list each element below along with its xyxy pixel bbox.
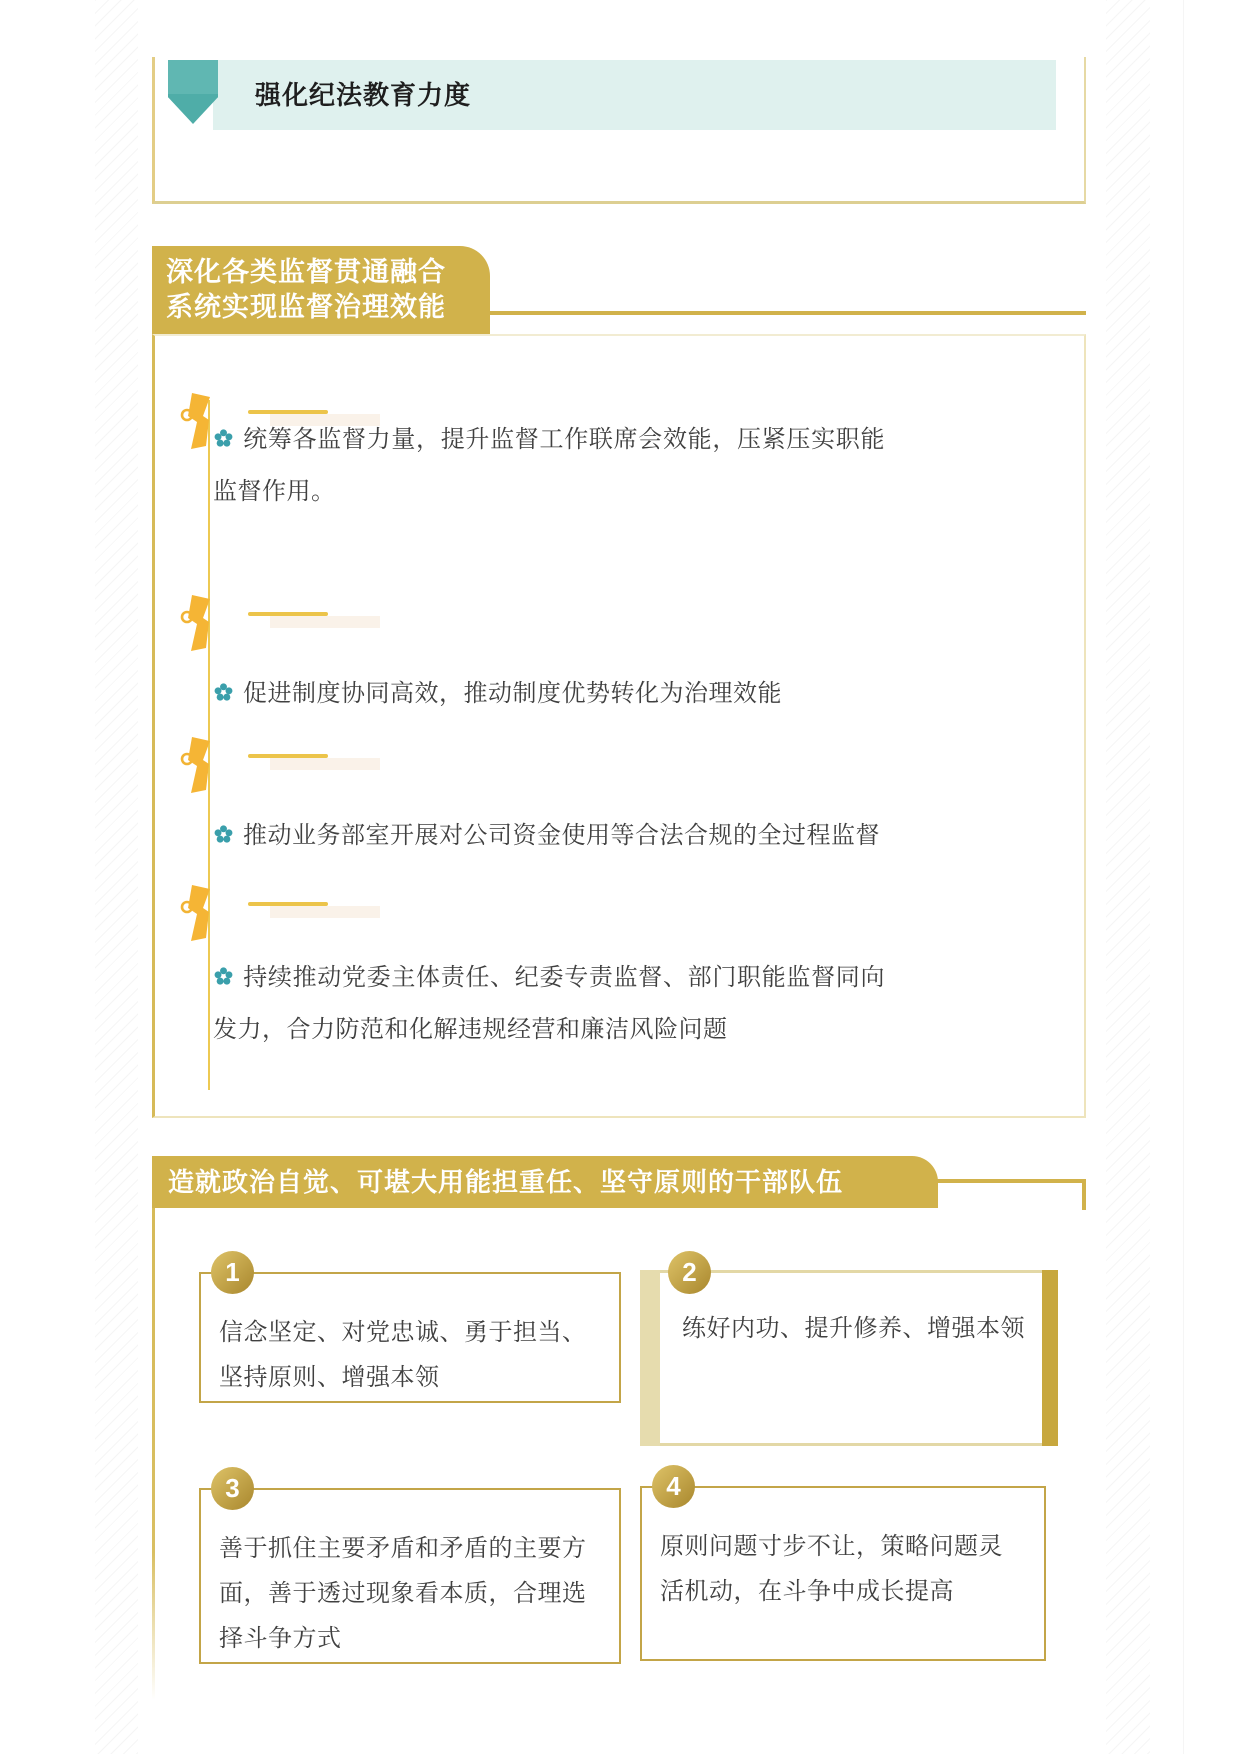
section3-header-rule <box>934 1179 1086 1183</box>
number-badge-3: 3 <box>211 1467 254 1510</box>
numbered-box-3 <box>199 1488 621 1664</box>
flower-icon <box>213 966 234 987</box>
number-badge-2: 2 <box>668 1251 711 1294</box>
ribbon-marker-icon <box>180 736 212 794</box>
numbered-box-2-text: 练好内功、提升修养、增强本领 <box>682 1315 1025 1342</box>
section3-rule-endcap <box>1082 1179 1086 1210</box>
ribbon-marker-icon <box>180 392 212 450</box>
bullet-item <box>213 952 885 1056</box>
section3-header: 造就政治自觉、可堪大用能担重任、坚守原则的干部队伍 <box>152 1156 938 1208</box>
box2-bottom-bar <box>660 1443 1042 1446</box>
flower-icon <box>213 428 234 449</box>
right-texture-strip <box>1106 0 1150 1754</box>
flower-icon <box>213 824 234 845</box>
box2-left-bar <box>640 1270 660 1446</box>
number-badge-4: 4 <box>652 1465 695 1508</box>
numbered-box-1-text: 信念坚定、对党忠诚、勇于担当、坚持原则、增强本领 <box>219 1319 587 1391</box>
section2-header-line2: 系统实现监督治理效能 <box>166 292 446 323</box>
right-faint-line <box>1183 0 1184 1754</box>
dash-smear <box>270 616 380 628</box>
numbered-box-4-text: 原则问题寸步不让，策略问题灵活机动，在斗争中成长提高 <box>660 1533 1003 1605</box>
numbered-box-2 <box>640 1270 1058 1446</box>
bullet-text: 推动业务部室开展对公司资金使用等合法合规的全过程监督 <box>243 822 880 849</box>
numbered-box-1 <box>199 1272 621 1403</box>
dash-line <box>248 754 328 758</box>
dash-line <box>248 902 328 906</box>
section2-header <box>152 246 490 334</box>
number-badge-1: 1 <box>211 1251 254 1294</box>
ribbon-marker-icon <box>180 884 212 942</box>
dash-line <box>248 612 328 616</box>
left-texture-strip <box>95 0 138 1754</box>
section3-left-line <box>152 1208 155 1700</box>
bullet-item <box>213 810 885 862</box>
box2-right-bar <box>1042 1270 1058 1446</box>
flower-icon <box>213 682 234 703</box>
box2-top-bar <box>660 1270 1042 1273</box>
numbered-box-3-text: 善于抓住主要矛盾和矛盾的主要方面，善于透过现象看本质，合理选择斗争方式 <box>219 1535 587 1652</box>
bullet-text: 统筹各监督力量，提升监督工作联席会效能，压紧压实职能监督作用。 <box>213 426 885 505</box>
ribbon-marker-icon <box>180 594 212 652</box>
section1-title: 强化纪法教育力度 <box>255 80 472 110</box>
section2-header-rule <box>490 311 1086 315</box>
bullet-text: 促进制度协同高效，推动制度优势转化为治理效能 <box>243 680 782 707</box>
bullet-text: 持续推动党委主体责任、纪委专责监督、部门职能监督同向发力，合力防范和化解违规经营和廉洁风险问题 <box>213 964 885 1043</box>
dash-smear <box>270 906 380 918</box>
bullet-item <box>213 414 885 518</box>
numbered-box-4 <box>640 1486 1046 1661</box>
section2-header-line1: 深化各类监督贯通融合 <box>166 256 446 287</box>
dash-smear <box>270 758 380 770</box>
bullet-item <box>213 668 885 720</box>
